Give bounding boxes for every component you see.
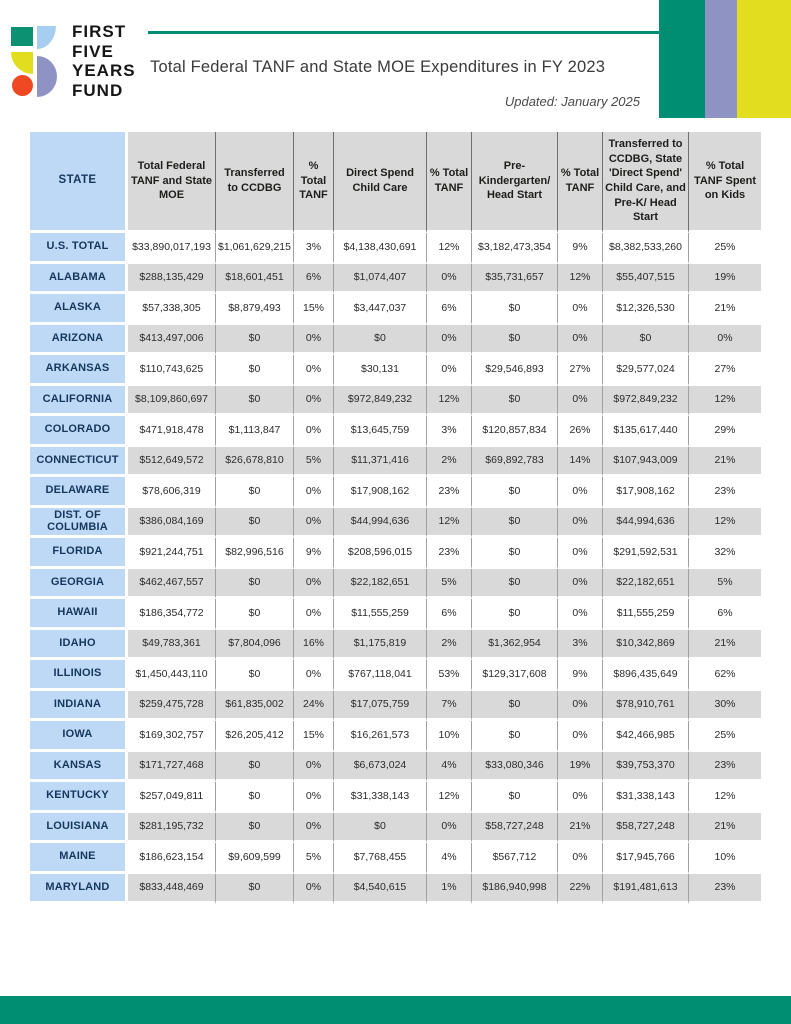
table-row: [30, 813, 761, 844]
value-cell: $9,609,599: [215, 843, 293, 874]
column-header: Pre-Kindergarten/ Head Start: [471, 132, 557, 233]
value-cell: $972,849,232: [333, 386, 426, 417]
value-cell: 0%: [557, 691, 602, 722]
value-cell: $55,407,515: [602, 264, 688, 295]
value-cell: $13,645,759: [333, 416, 426, 447]
table-body: [30, 233, 761, 904]
value-cell: $31,338,143: [333, 782, 426, 813]
value-cell: $259,475,728: [125, 691, 215, 722]
value-cell: $0: [471, 538, 557, 569]
value-cell: $462,467,557: [125, 569, 215, 600]
value-cell: $413,497,006: [125, 325, 215, 356]
value-cell: $567,712: [471, 843, 557, 874]
value-cell: $0: [471, 599, 557, 630]
value-cell: 62%: [688, 660, 761, 691]
value-cell: $42,466,985: [602, 721, 688, 752]
value-cell: $288,135,429: [125, 264, 215, 295]
value-cell: 21%: [557, 813, 602, 844]
table-row: [30, 294, 761, 325]
table-row: [30, 874, 761, 905]
value-cell: 0%: [557, 477, 602, 508]
value-cell: $281,195,732: [125, 813, 215, 844]
value-cell: $11,555,259: [602, 599, 688, 630]
value-cell: $33,080,346: [471, 752, 557, 783]
state-name-cell: ARKANSAS: [30, 355, 125, 386]
state-name-cell: KANSAS: [30, 752, 125, 783]
value-cell: $11,371,416: [333, 447, 426, 478]
state-name-cell: CONNECTICUT: [30, 447, 125, 478]
value-cell: 9%: [557, 660, 602, 691]
value-cell: 21%: [688, 630, 761, 661]
footer-bar: [0, 996, 791, 1024]
value-cell: $7,768,455: [333, 843, 426, 874]
state-name-cell: IDAHO: [30, 630, 125, 661]
value-cell: $896,435,649: [602, 660, 688, 691]
value-cell: 19%: [688, 264, 761, 295]
value-cell: $58,727,248: [471, 813, 557, 844]
value-cell: 6%: [426, 599, 471, 630]
value-cell: $0: [333, 325, 426, 356]
table-row: [30, 447, 761, 478]
logo-blue-quarter-icon: [37, 26, 56, 49]
value-cell: 9%: [557, 233, 602, 264]
state-name-cell: U.S. TOTAL: [30, 233, 125, 264]
value-cell: 5%: [293, 447, 333, 478]
logo-purple-half-icon: [37, 56, 57, 97]
value-cell: 0%: [293, 782, 333, 813]
value-cell: $0: [215, 508, 293, 539]
value-cell: 0%: [293, 325, 333, 356]
value-cell: $6,673,024: [333, 752, 426, 783]
value-cell: $107,943,009: [602, 447, 688, 478]
value-cell: $30,131: [333, 355, 426, 386]
table-row: [30, 843, 761, 874]
value-cell: 0%: [426, 325, 471, 356]
value-cell: $0: [471, 386, 557, 417]
value-cell: $22,182,651: [602, 569, 688, 600]
value-cell: 0%: [688, 325, 761, 356]
table-row: [30, 691, 761, 722]
value-cell: 12%: [426, 386, 471, 417]
value-cell: 21%: [688, 813, 761, 844]
column-header: Transferred to CCDBG: [215, 132, 293, 233]
value-cell: $0: [471, 508, 557, 539]
table-row: [30, 660, 761, 691]
value-cell: $0: [471, 782, 557, 813]
value-cell: $1,113,847: [215, 416, 293, 447]
page-title: Total Federal TANF and State MOE Expenditures in FY 2023: [150, 58, 606, 76]
value-cell: 23%: [426, 538, 471, 569]
state-name-cell: ALABAMA: [30, 264, 125, 295]
state-name-cell: INDIANA: [30, 691, 125, 722]
value-cell: 26%: [557, 416, 602, 447]
value-cell: 10%: [426, 721, 471, 752]
value-cell: 0%: [293, 416, 333, 447]
state-name-cell: CALIFORNIA: [30, 386, 125, 417]
value-cell: 9%: [293, 538, 333, 569]
value-cell: $69,892,783: [471, 447, 557, 478]
value-cell: 12%: [688, 782, 761, 813]
value-cell: 3%: [426, 416, 471, 447]
corner-bar-yellow: [737, 0, 791, 118]
table-header-row: [30, 132, 761, 233]
table-row: [30, 508, 761, 539]
value-cell: $78,606,319: [125, 477, 215, 508]
value-cell: $208,596,015: [333, 538, 426, 569]
value-cell: 12%: [688, 386, 761, 417]
value-cell: 0%: [557, 599, 602, 630]
value-cell: $4,138,430,691: [333, 233, 426, 264]
value-cell: $0: [215, 477, 293, 508]
value-cell: 4%: [426, 843, 471, 874]
table-row: [30, 569, 761, 600]
value-cell: 15%: [293, 721, 333, 752]
value-cell: 0%: [557, 386, 602, 417]
value-cell: $0: [471, 477, 557, 508]
value-cell: 6%: [688, 599, 761, 630]
value-cell: $82,996,516: [215, 538, 293, 569]
value-cell: $972,849,232: [602, 386, 688, 417]
value-cell: $291,592,531: [602, 538, 688, 569]
value-cell: $26,678,810: [215, 447, 293, 478]
value-cell: $33,890,017,193: [125, 233, 215, 264]
state-name-cell: KENTUCKY: [30, 782, 125, 813]
value-cell: $29,577,024: [602, 355, 688, 386]
value-cell: 29%: [688, 416, 761, 447]
value-cell: $7,804,096: [215, 630, 293, 661]
state-name-cell: HAWAII: [30, 599, 125, 630]
state-name-cell: DIST. OF COLUMBIA: [30, 508, 125, 539]
value-cell: $11,555,259: [333, 599, 426, 630]
value-cell: 4%: [426, 752, 471, 783]
value-cell: $58,727,248: [602, 813, 688, 844]
value-cell: 3%: [293, 233, 333, 264]
value-cell: 23%: [688, 874, 761, 905]
logo-word-fund: FUND: [72, 80, 124, 100]
value-cell: 6%: [293, 264, 333, 295]
value-cell: $1,074,407: [333, 264, 426, 295]
value-cell: $35,731,657: [471, 264, 557, 295]
value-cell: $78,910,761: [602, 691, 688, 722]
value-cell: $10,342,869: [602, 630, 688, 661]
value-cell: 16%: [293, 630, 333, 661]
value-cell: 23%: [426, 477, 471, 508]
logo-word-five: FIVE: [72, 41, 114, 61]
value-cell: $29,546,893: [471, 355, 557, 386]
value-cell: 0%: [426, 813, 471, 844]
state-name-cell: ALASKA: [30, 294, 125, 325]
value-cell: 12%: [426, 782, 471, 813]
column-header: Total Federal TANF and State MOE: [125, 132, 215, 233]
value-cell: $257,049,811: [125, 782, 215, 813]
value-cell: $1,175,819: [333, 630, 426, 661]
column-header: Transferred to CCDBG, State 'Direct Spend' Child Care, and Pre-K/ Head Start: [602, 132, 688, 233]
ffyf-logo: [10, 24, 62, 100]
table-row: [30, 264, 761, 295]
logo-word-years: YEARS: [72, 61, 136, 80]
value-cell: 12%: [688, 508, 761, 539]
value-cell: 0%: [293, 386, 333, 417]
value-cell: $16,261,573: [333, 721, 426, 752]
state-name-cell: IOWA: [30, 721, 125, 752]
value-cell: 7%: [426, 691, 471, 722]
value-cell: 0%: [293, 508, 333, 539]
value-cell: 0%: [557, 782, 602, 813]
column-header: % Total TANF: [293, 132, 333, 233]
value-cell: 19%: [557, 752, 602, 783]
state-name-cell: ILLINOIS: [30, 660, 125, 691]
value-cell: 24%: [293, 691, 333, 722]
value-cell: $17,075,759: [333, 691, 426, 722]
column-header: Direct Spend Child Care: [333, 132, 426, 233]
table-row: [30, 630, 761, 661]
value-cell: $22,182,651: [333, 569, 426, 600]
table-row: [30, 721, 761, 752]
value-cell: $0: [471, 691, 557, 722]
value-cell: 23%: [688, 477, 761, 508]
value-cell: 0%: [293, 752, 333, 783]
state-name-cell: LOUISIANA: [30, 813, 125, 844]
value-cell: 22%: [557, 874, 602, 905]
corner-bar-teal: [659, 0, 705, 118]
value-cell: $191,481,613: [602, 874, 688, 905]
value-cell: 0%: [293, 874, 333, 905]
value-cell: 2%: [426, 447, 471, 478]
value-cell: 0%: [293, 813, 333, 844]
value-cell: $120,857,834: [471, 416, 557, 447]
updated-date-label: Updated: January 2025: [504, 94, 640, 109]
value-cell: 14%: [557, 447, 602, 478]
value-cell: $44,994,636: [333, 508, 426, 539]
state-name-cell: MARYLAND: [30, 874, 125, 905]
table-row: [30, 599, 761, 630]
value-cell: 25%: [688, 233, 761, 264]
value-cell: 0%: [293, 477, 333, 508]
value-cell: $0: [215, 813, 293, 844]
value-cell: $61,835,002: [215, 691, 293, 722]
value-cell: 53%: [426, 660, 471, 691]
value-cell: $12,326,530: [602, 294, 688, 325]
value-cell: $129,317,608: [471, 660, 557, 691]
value-cell: 21%: [688, 447, 761, 478]
state-name-cell: ARIZONA: [30, 325, 125, 356]
value-cell: 27%: [688, 355, 761, 386]
value-cell: $833,448,469: [125, 874, 215, 905]
state-name-cell: DELAWARE: [30, 477, 125, 508]
logo-green-square-icon: [11, 27, 33, 46]
value-cell: 25%: [688, 721, 761, 752]
value-cell: 6%: [426, 294, 471, 325]
value-cell: $8,109,860,697: [125, 386, 215, 417]
value-cell: 0%: [293, 660, 333, 691]
value-cell: 3%: [557, 630, 602, 661]
value-cell: $0: [215, 569, 293, 600]
table-row: [30, 325, 761, 356]
column-header: % Total TANF Spent on Kids: [688, 132, 761, 233]
value-cell: $0: [602, 325, 688, 356]
value-cell: 0%: [293, 599, 333, 630]
value-cell: $0: [215, 599, 293, 630]
value-cell: $44,994,636: [602, 508, 688, 539]
value-cell: $8,879,493: [215, 294, 293, 325]
value-cell: $1,362,954: [471, 630, 557, 661]
value-cell: 0%: [557, 508, 602, 539]
table-row: [30, 477, 761, 508]
value-cell: 5%: [293, 843, 333, 874]
table-row: [30, 233, 761, 264]
value-cell: $0: [333, 813, 426, 844]
title-divider-rule: [148, 31, 659, 34]
table-row: [30, 782, 761, 813]
value-cell: $4,540,615: [333, 874, 426, 905]
value-cell: 0%: [293, 569, 333, 600]
value-cell: $921,244,751: [125, 538, 215, 569]
value-cell: 5%: [688, 569, 761, 600]
table-row: [30, 355, 761, 386]
value-cell: $767,118,041: [333, 660, 426, 691]
value-cell: 5%: [426, 569, 471, 600]
value-cell: 27%: [557, 355, 602, 386]
column-header: % Total TANF: [557, 132, 602, 233]
logo-wordmark: [72, 22, 136, 100]
table-row: [30, 416, 761, 447]
value-cell: $1,450,443,110: [125, 660, 215, 691]
logo-word-first: FIRST: [72, 22, 127, 41]
value-cell: 0%: [557, 294, 602, 325]
value-cell: $471,918,478: [125, 416, 215, 447]
value-cell: $0: [215, 782, 293, 813]
value-cell: $135,617,440: [602, 416, 688, 447]
value-cell: $0: [471, 294, 557, 325]
value-cell: 10%: [688, 843, 761, 874]
value-cell: 0%: [557, 538, 602, 569]
value-cell: $17,945,766: [602, 843, 688, 874]
value-cell: 12%: [426, 233, 471, 264]
column-header: % Total TANF: [426, 132, 471, 233]
value-cell: 1%: [426, 874, 471, 905]
value-cell: 21%: [688, 294, 761, 325]
table-row: [30, 386, 761, 417]
value-cell: $0: [215, 752, 293, 783]
value-cell: 0%: [426, 355, 471, 386]
value-cell: 0%: [557, 325, 602, 356]
value-cell: $0: [471, 569, 557, 600]
state-name-cell: MAINE: [30, 843, 125, 874]
value-cell: $171,727,468: [125, 752, 215, 783]
value-cell: $512,649,572: [125, 447, 215, 478]
value-cell: $0: [215, 355, 293, 386]
value-cell: $0: [471, 721, 557, 752]
value-cell: $31,338,143: [602, 782, 688, 813]
state-name-cell: FLORIDA: [30, 538, 125, 569]
value-cell: $18,601,451: [215, 264, 293, 295]
table-row: [30, 752, 761, 783]
value-cell: $110,743,625: [125, 355, 215, 386]
value-cell: $17,908,162: [333, 477, 426, 508]
value-cell: $0: [215, 660, 293, 691]
value-cell: $3,182,473,354: [471, 233, 557, 264]
value-cell: $26,205,412: [215, 721, 293, 752]
value-cell: $8,382,533,260: [602, 233, 688, 264]
value-cell: 2%: [426, 630, 471, 661]
value-cell: $57,338,305: [125, 294, 215, 325]
value-cell: $386,084,169: [125, 508, 215, 539]
value-cell: $186,354,772: [125, 599, 215, 630]
value-cell: $186,623,154: [125, 843, 215, 874]
value-cell: 15%: [293, 294, 333, 325]
value-cell: $3,447,037: [333, 294, 426, 325]
value-cell: $0: [215, 325, 293, 356]
table-row: [30, 538, 761, 569]
logo-orange-dot-icon: [12, 75, 33, 96]
value-cell: 0%: [557, 721, 602, 752]
value-cell: $17,908,162: [602, 477, 688, 508]
value-cell: 0%: [557, 843, 602, 874]
state-name-cell: GEORGIA: [30, 569, 125, 600]
state-name-cell: COLORADO: [30, 416, 125, 447]
value-cell: $0: [215, 874, 293, 905]
value-cell: $1,061,629,215: [215, 233, 293, 264]
value-cell: $49,783,361: [125, 630, 215, 661]
value-cell: 12%: [426, 508, 471, 539]
logo-yellow-quarter-icon: [11, 52, 33, 74]
value-cell: $0: [471, 325, 557, 356]
value-cell: 12%: [557, 264, 602, 295]
value-cell: 23%: [688, 752, 761, 783]
value-cell: $186,940,998: [471, 874, 557, 905]
value-cell: 32%: [688, 538, 761, 569]
tanf-moe-expenditures-table: [30, 132, 761, 904]
value-cell: $169,302,757: [125, 721, 215, 752]
value-cell: $0: [215, 386, 293, 417]
state-column-header: STATE: [30, 132, 125, 233]
value-cell: 30%: [688, 691, 761, 722]
value-cell: $39,753,370: [602, 752, 688, 783]
value-cell: 0%: [557, 569, 602, 600]
value-cell: 0%: [426, 264, 471, 295]
value-cell: 0%: [293, 355, 333, 386]
corner-bar-purple: [705, 0, 737, 118]
